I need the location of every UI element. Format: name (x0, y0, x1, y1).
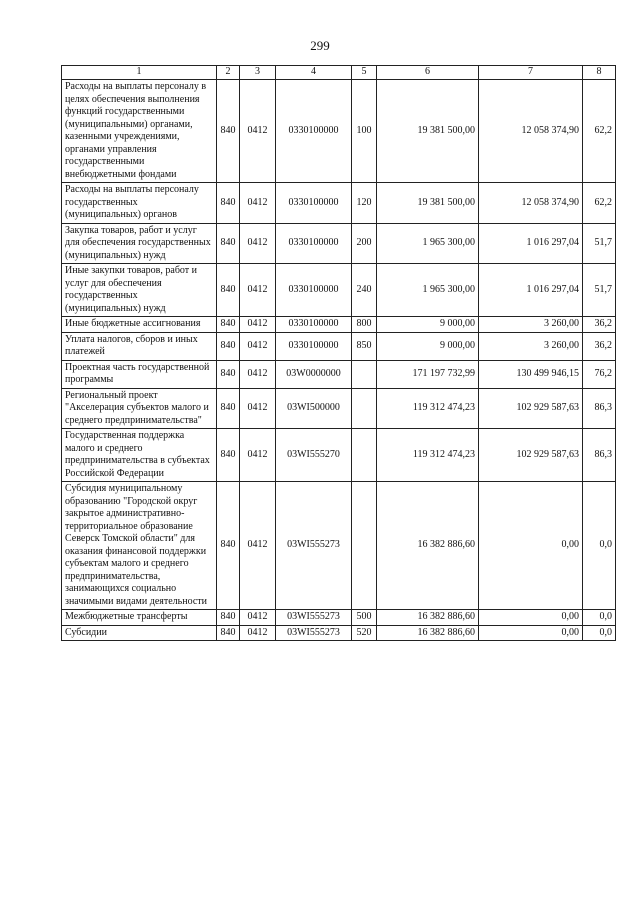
percent-cell: 51,7 (583, 264, 616, 317)
section-code-cell: 0412 (240, 317, 276, 333)
table-row (62, 80, 616, 183)
ministry-code-cell: 840 (217, 625, 240, 641)
target-code-cell: 03WI555270 (276, 429, 352, 482)
planned-amount-cell: 9 000,00 (377, 332, 479, 360)
actual-amount-cell: 1 016 297,04 (479, 223, 583, 264)
expense-name-cell: Субсидия муниципальному образованию "Городской округ закрытое административно-территориальное образование Северск Томской области" для оказания финансовой поддержки субъектам малого и среднего предпринимательства, занимающихся социально значимыми видами деятельности (62, 482, 217, 610)
section-code-cell: 0412 (240, 388, 276, 429)
expense-type-cell: 500 (352, 610, 377, 626)
actual-amount-cell: 12 058 374,90 (479, 183, 583, 224)
section-code-cell: 0412 (240, 625, 276, 641)
planned-amount-cell: 1 965 300,00 (377, 223, 479, 264)
table-row (62, 429, 616, 482)
table-row (62, 264, 616, 317)
ministry-code-cell: 840 (217, 80, 240, 183)
planned-amount-cell: 1 965 300,00 (377, 264, 479, 317)
planned-amount-cell: 119 312 474,23 (377, 388, 479, 429)
table-row (62, 360, 616, 388)
section-code-cell: 0412 (240, 223, 276, 264)
column-header: 5 (352, 66, 377, 80)
expense-type-cell: 120 (352, 183, 377, 224)
target-code-cell: 03WI555273 (276, 610, 352, 626)
column-header: 1 (62, 66, 217, 80)
expense-name-cell: Уплата налогов, сборов и иных платежей (62, 332, 217, 360)
percent-cell: 36,2 (583, 317, 616, 333)
column-header: 6 (377, 66, 479, 80)
percent-cell: 86,3 (583, 429, 616, 482)
planned-amount-cell: 16 382 886,60 (377, 625, 479, 641)
target-code-cell: 0330100000 (276, 332, 352, 360)
planned-amount-cell: 171 197 732,99 (377, 360, 479, 388)
actual-amount-cell: 0,00 (479, 625, 583, 641)
section-code-cell: 0412 (240, 360, 276, 388)
actual-amount-cell: 12 058 374,90 (479, 80, 583, 183)
expense-name-cell: Расходы на выплаты персоналу государственных (муниципальных) органов (62, 183, 217, 224)
target-code-cell: 03WI500000 (276, 388, 352, 429)
section-code-cell: 0412 (240, 610, 276, 626)
expense-type-cell: 200 (352, 223, 377, 264)
actual-amount-cell: 0,00 (479, 482, 583, 610)
ministry-code-cell: 840 (217, 223, 240, 264)
target-code-cell: 0330100000 (276, 183, 352, 224)
planned-amount-cell: 16 382 886,60 (377, 482, 479, 610)
planned-amount-cell: 9 000,00 (377, 317, 479, 333)
table-row (62, 317, 616, 333)
ministry-code-cell: 840 (217, 610, 240, 626)
table-row (62, 610, 616, 626)
table-row (62, 332, 616, 360)
ministry-code-cell: 840 (217, 429, 240, 482)
percent-cell: 0,0 (583, 610, 616, 626)
expense-name-cell: Иные бюджетные ассигнования (62, 317, 217, 333)
target-code-cell: 0330100000 (276, 223, 352, 264)
ministry-code-cell: 840 (217, 360, 240, 388)
column-header: 7 (479, 66, 583, 80)
planned-amount-cell: 16 382 886,60 (377, 610, 479, 626)
table-row (62, 625, 616, 641)
ministry-code-cell: 840 (217, 317, 240, 333)
budget-table (61, 65, 616, 641)
planned-amount-cell: 19 381 500,00 (377, 183, 479, 224)
table-row (62, 482, 616, 610)
expense-name-cell: Межбюджетные трансферты (62, 610, 217, 626)
percent-cell: 0,0 (583, 482, 616, 610)
target-code-cell: 0330100000 (276, 264, 352, 317)
expense-name-cell: Проектная часть государственной программы (62, 360, 217, 388)
page-number: 299 (310, 38, 330, 53)
percent-cell: 0,0 (583, 625, 616, 641)
table-row (62, 183, 616, 224)
target-code-cell: 03WI555273 (276, 482, 352, 610)
ministry-code-cell: 840 (217, 183, 240, 224)
target-code-cell: 03WI555273 (276, 625, 352, 641)
column-header: 8 (583, 66, 616, 80)
expense-type-cell: 520 (352, 625, 377, 641)
expense-name-cell: Региональный проект "Акселерация субъектов малого и среднего предпринимательства" (62, 388, 217, 429)
expense-type-cell: 800 (352, 317, 377, 333)
section-code-cell: 0412 (240, 429, 276, 482)
ministry-code-cell: 840 (217, 482, 240, 610)
actual-amount-cell: 3 260,00 (479, 317, 583, 333)
percent-cell: 86,3 (583, 388, 616, 429)
actual-amount-cell: 1 016 297,04 (479, 264, 583, 317)
expense-name-cell: Государственная поддержка малого и среднего предпринимательства в субъектах Российской Федерации (62, 429, 217, 482)
actual-amount-cell: 102 929 587,63 (479, 388, 583, 429)
expense-type-cell: 850 (352, 332, 377, 360)
actual-amount-cell: 102 929 587,63 (479, 429, 583, 482)
expense-type-cell (352, 429, 377, 482)
expense-name-cell: Расходы на выплаты персоналу в целях обеспечения выполнения функций государственными (муниципальными) органами, казенными учреждениями, органами управления государственными внебюджетными фондами (62, 80, 217, 183)
target-code-cell: 0330100000 (276, 80, 352, 183)
percent-cell: 76,2 (583, 360, 616, 388)
column-header: 3 (240, 66, 276, 80)
planned-amount-cell: 119 312 474,23 (377, 429, 479, 482)
expense-name-cell: Иные закупки товаров, работ и услуг для обеспечения государственных (муниципальных) нужд (62, 264, 217, 317)
section-code-cell: 0412 (240, 482, 276, 610)
percent-cell: 36,2 (583, 332, 616, 360)
section-code-cell: 0412 (240, 80, 276, 183)
planned-amount-cell: 19 381 500,00 (377, 80, 479, 183)
column-header: 2 (217, 66, 240, 80)
percent-cell: 51,7 (583, 223, 616, 264)
expense-type-cell (352, 388, 377, 429)
expense-type-cell (352, 360, 377, 388)
expense-type-cell (352, 482, 377, 610)
table-row (62, 388, 616, 429)
actual-amount-cell: 130 499 946,15 (479, 360, 583, 388)
section-code-cell: 0412 (240, 332, 276, 360)
actual-amount-cell: 0,00 (479, 610, 583, 626)
expense-name-cell: Субсидии (62, 625, 217, 641)
section-code-cell: 0412 (240, 183, 276, 224)
ministry-code-cell: 840 (217, 332, 240, 360)
target-code-cell: 03W0000000 (276, 360, 352, 388)
percent-cell: 62,2 (583, 183, 616, 224)
expense-name-cell: Закупка товаров, работ и услуг для обеспечения государственных (муниципальных) нужд (62, 223, 217, 264)
target-code-cell: 0330100000 (276, 317, 352, 333)
column-header: 4 (276, 66, 352, 80)
ministry-code-cell: 840 (217, 388, 240, 429)
ministry-code-cell: 840 (217, 264, 240, 317)
percent-cell: 62,2 (583, 80, 616, 183)
section-code-cell: 0412 (240, 264, 276, 317)
expense-type-cell: 100 (352, 80, 377, 183)
header-row (62, 66, 616, 80)
expense-type-cell: 240 (352, 264, 377, 317)
actual-amount-cell: 3 260,00 (479, 332, 583, 360)
table-row (62, 223, 616, 264)
